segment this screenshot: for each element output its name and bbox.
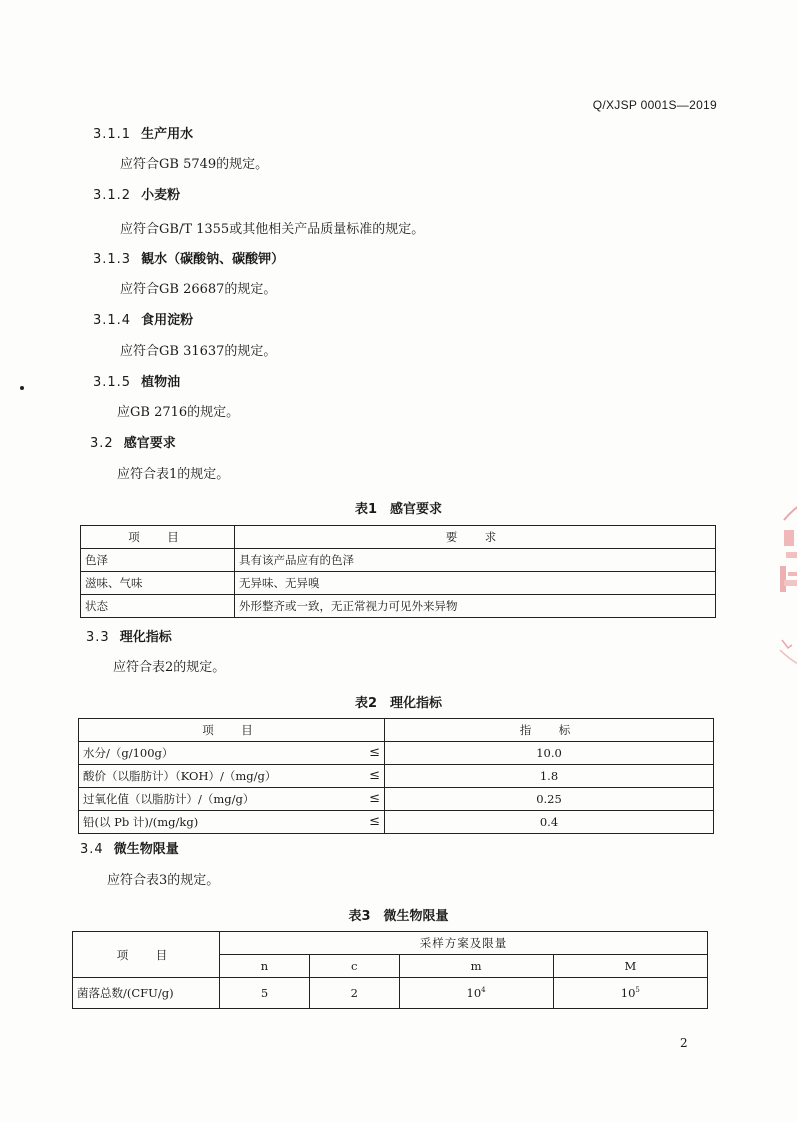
- item-cell: 状态: [81, 595, 235, 618]
- M-value-cell: [553, 978, 707, 1009]
- section-number: 3.1.5: [93, 375, 132, 390]
- table2-caption: 表2 理化指标: [354, 696, 443, 711]
- item-label: 酸价（以脂肪计）（KOH）/（mg/g）: [83, 769, 277, 783]
- sensory-requirements-table: [80, 525, 716, 618]
- section-number: 3.1.2: [93, 188, 132, 203]
- section-title: 植物油: [141, 375, 181, 390]
- limit-value-cell: 1.8: [385, 765, 714, 788]
- section-3-2-text: 应符合表1的规定。: [117, 467, 230, 482]
- item-cell: [79, 788, 385, 811]
- item-label: 过氧化值（以脂肪计）/（mg/g）: [83, 792, 255, 806]
- less-equal-sign: ≤: [369, 768, 380, 783]
- section-3-1-1-heading: [93, 123, 193, 142]
- column-header-item: 项 目: [73, 932, 220, 978]
- limit-value-cell: 0.4: [385, 811, 714, 834]
- column-header-item: 项 目: [79, 719, 385, 742]
- section-3-1-4-text: 应符合GB 31637的规定。: [120, 344, 277, 359]
- column-header-sampling-plan: 采样方案及限量: [220, 932, 708, 955]
- table-row: [79, 788, 714, 811]
- section-3-1-5-text: 应GB 2716的规定。: [117, 405, 240, 420]
- section-3-1-1-text: 应符合GB 5749的规定。: [120, 157, 269, 172]
- section-title: 生产用水: [141, 127, 194, 142]
- table-header-row: [79, 719, 714, 742]
- subheader-c: c: [309, 955, 399, 978]
- subheader-M: M: [553, 955, 707, 978]
- c-value-cell: 2: [309, 978, 399, 1009]
- scan-speck: [20, 386, 24, 390]
- section-3-1-3-heading: [93, 248, 284, 267]
- section-3-1-2-text: 应符合GB/T 1355或其他相关产品质量标准的规定。: [120, 222, 425, 237]
- section-3-4-heading: [80, 838, 179, 857]
- limit-value-cell: 0.25: [385, 788, 714, 811]
- column-header-index: 指 标: [385, 719, 714, 742]
- section-title: 理化指标: [119, 630, 172, 645]
- table-header-row: [73, 932, 708, 955]
- table-row: [81, 595, 716, 618]
- section-title: 観水（碳酸钠、碳酸钾）: [141, 252, 285, 267]
- requirement-cell: 具有该产品应有的色泽: [235, 549, 716, 572]
- microbial-limits-table: [72, 931, 708, 1009]
- table1-caption: 表1 感官要求: [354, 502, 443, 517]
- table-row: [81, 572, 716, 595]
- item-cell: 菌落总数/(CFU/g): [73, 978, 220, 1009]
- section-number: 3.4: [80, 842, 104, 857]
- red-seal-stamp: [770, 500, 797, 670]
- section-3-2-heading: [90, 432, 176, 451]
- section-3-3-text: 应符合表2的规定。: [113, 660, 226, 675]
- requirement-cell: 外形整齐或一致，无正常视力可见外来异物: [235, 595, 716, 618]
- table3-caption: 表3 微生物限量: [348, 909, 449, 924]
- table-row: [79, 742, 714, 765]
- table-row: [81, 549, 716, 572]
- subheader-n: n: [220, 955, 310, 978]
- section-number: 3.3: [86, 630, 110, 645]
- item-cell: [79, 765, 385, 788]
- section-number: 3.2: [90, 436, 114, 451]
- section-3-1-2-heading: [93, 184, 180, 203]
- section-3-3-heading: [86, 626, 172, 645]
- item-cell: [79, 811, 385, 834]
- section-number: 3.1.4: [93, 313, 132, 328]
- m-exponent: 4: [481, 986, 486, 995]
- column-header-item: 项 目: [81, 526, 235, 549]
- table-row: [79, 765, 714, 788]
- m-base: 10: [466, 986, 482, 1000]
- less-equal-sign: ≤: [369, 745, 380, 760]
- seal-fragment-icon: [770, 500, 797, 670]
- M-base: 10: [620, 986, 636, 1000]
- item-label: 水分/（g/100g）: [83, 746, 174, 760]
- physicochemical-table: [78, 718, 714, 834]
- column-header-requirement: 要 求: [235, 526, 716, 549]
- section-number: 3.1.3: [93, 252, 132, 267]
- less-equal-sign: ≤: [369, 791, 380, 806]
- section-number: 3.1.1: [93, 127, 132, 142]
- item-label: 铅(以 Pb 计)/(mg/kg): [83, 815, 199, 829]
- section-title: 食用淀粉: [141, 313, 194, 328]
- table-row: [73, 978, 708, 1009]
- section-3-1-4-heading: [93, 309, 193, 328]
- subheader-m: m: [399, 955, 553, 978]
- m-value-cell: [399, 978, 553, 1009]
- section-title: 感官要求: [123, 436, 176, 451]
- section-3-1-5-heading: [93, 371, 180, 390]
- requirement-cell: 无异味、无异嗅: [235, 572, 716, 595]
- table-row: [79, 811, 714, 834]
- item-cell: [79, 742, 385, 765]
- section-3-1-3-text: 应符合GB 26687的规定。: [120, 282, 277, 297]
- n-value-cell: 5: [220, 978, 310, 1009]
- item-cell: 滋味、气味: [81, 572, 235, 595]
- less-equal-sign: ≤: [369, 814, 380, 829]
- table-header-row: [81, 526, 716, 549]
- section-3-4-text: 应符合表3的规定。: [107, 873, 220, 888]
- section-title: 微生物限量: [113, 842, 179, 857]
- section-title: 小麦粉: [141, 188, 181, 203]
- page-number: 2: [680, 1036, 688, 1050]
- document-code: Q/XJSP 0001S—2019: [592, 98, 717, 112]
- item-cell: 色泽: [81, 549, 235, 572]
- limit-value-cell: 10.0: [385, 742, 714, 765]
- M-exponent: 5: [635, 986, 640, 995]
